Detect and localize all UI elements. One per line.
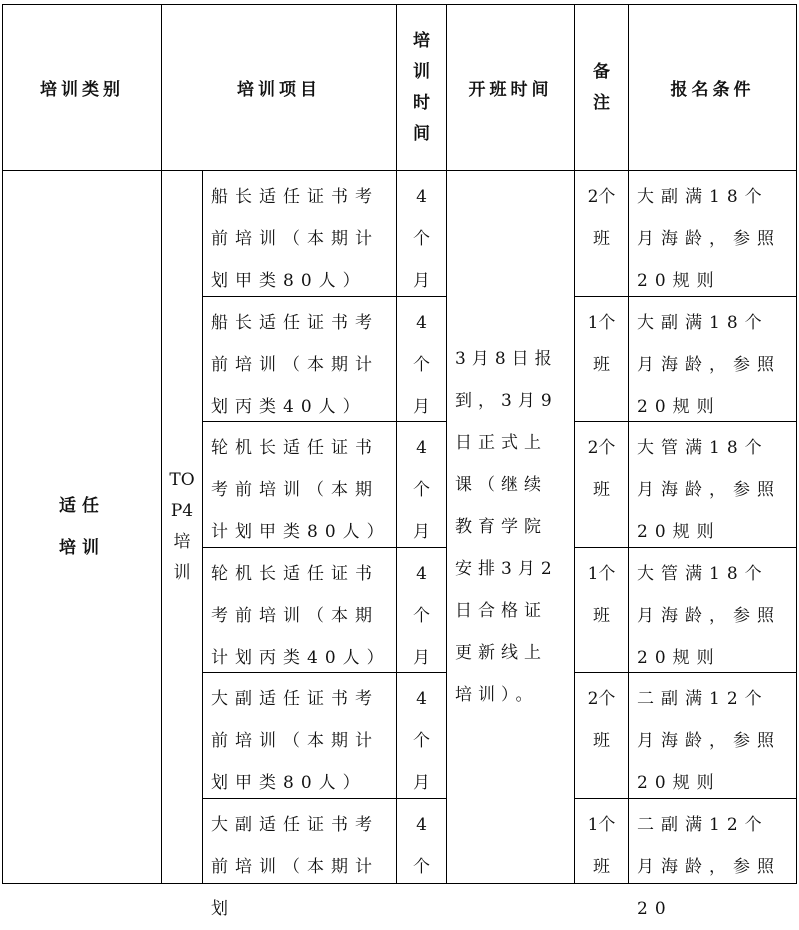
training-category: 适任 培训	[59, 496, 105, 558]
condition-cell: 大副满18个月海龄，参照20规则	[637, 187, 781, 291]
duration-cell: 4 个 月	[413, 313, 430, 417]
project-cell: 船长适任证书考前培训（本期计划丙类40人）	[211, 313, 379, 417]
remark-cell: 2个 班	[587, 187, 616, 249]
header-project: 培训项目	[237, 80, 321, 100]
duration-cell: 4 个 月	[413, 187, 430, 291]
condition-cell: 二副满12个月海龄，参照20规则	[637, 689, 781, 793]
condition-cell: 大管满18个月海龄，参照20规则	[637, 564, 781, 668]
header-category: 培训类别	[40, 80, 124, 100]
condition-cell: 大管满18个月海龄，参照20规则	[637, 438, 781, 542]
duration-cell: 4 个 月	[413, 438, 430, 542]
start-time-value: 3月8日报到，3月9日正式上课（继续教育学院安排3月2日合格证更新线上培训）。	[455, 349, 558, 705]
condition-cell: 大副满18个月海龄，参照20规则	[637, 313, 781, 417]
project-cell: 大副适任证书考前培训（本期计划甲类80人）	[211, 689, 379, 793]
header-duration: 培 训 时 间	[413, 30, 430, 144]
duration-cell: 4 个	[413, 815, 430, 877]
start-time-text	[447, 171, 574, 883]
condition-cell: 二副满12个月海龄，参照20	[637, 815, 781, 919]
project-cell: 船长适任证书考前培训（本期计划甲类80人）	[211, 187, 379, 291]
header-conditions: 报名条件	[670, 80, 755, 100]
training-subcategory: TO P4 培 训	[169, 470, 195, 583]
project-cell: 大副适任证书考前培训（本期计划	[211, 815, 379, 919]
header-remark: 备 注	[593, 61, 610, 113]
duration-cell: 4 个 月	[413, 564, 430, 668]
remark-cell: 1个 班	[587, 313, 616, 375]
remark-cell: 2个 班	[587, 689, 616, 751]
remark-cell: 2个 班	[587, 438, 616, 500]
project-cell: 轮机长适任证书考前培训（本期计划丙类40人）	[211, 564, 391, 668]
duration-cell: 4 个 月	[413, 689, 430, 793]
remark-cell: 1个 班	[587, 564, 616, 626]
table-border-right	[796, 4, 797, 884]
project-cell: 轮机长适任证书考前培训（本期计划甲类80人）	[211, 438, 391, 542]
header-start-time: 开班时间	[468, 80, 553, 100]
remark-cell: 1个 班	[587, 815, 616, 877]
